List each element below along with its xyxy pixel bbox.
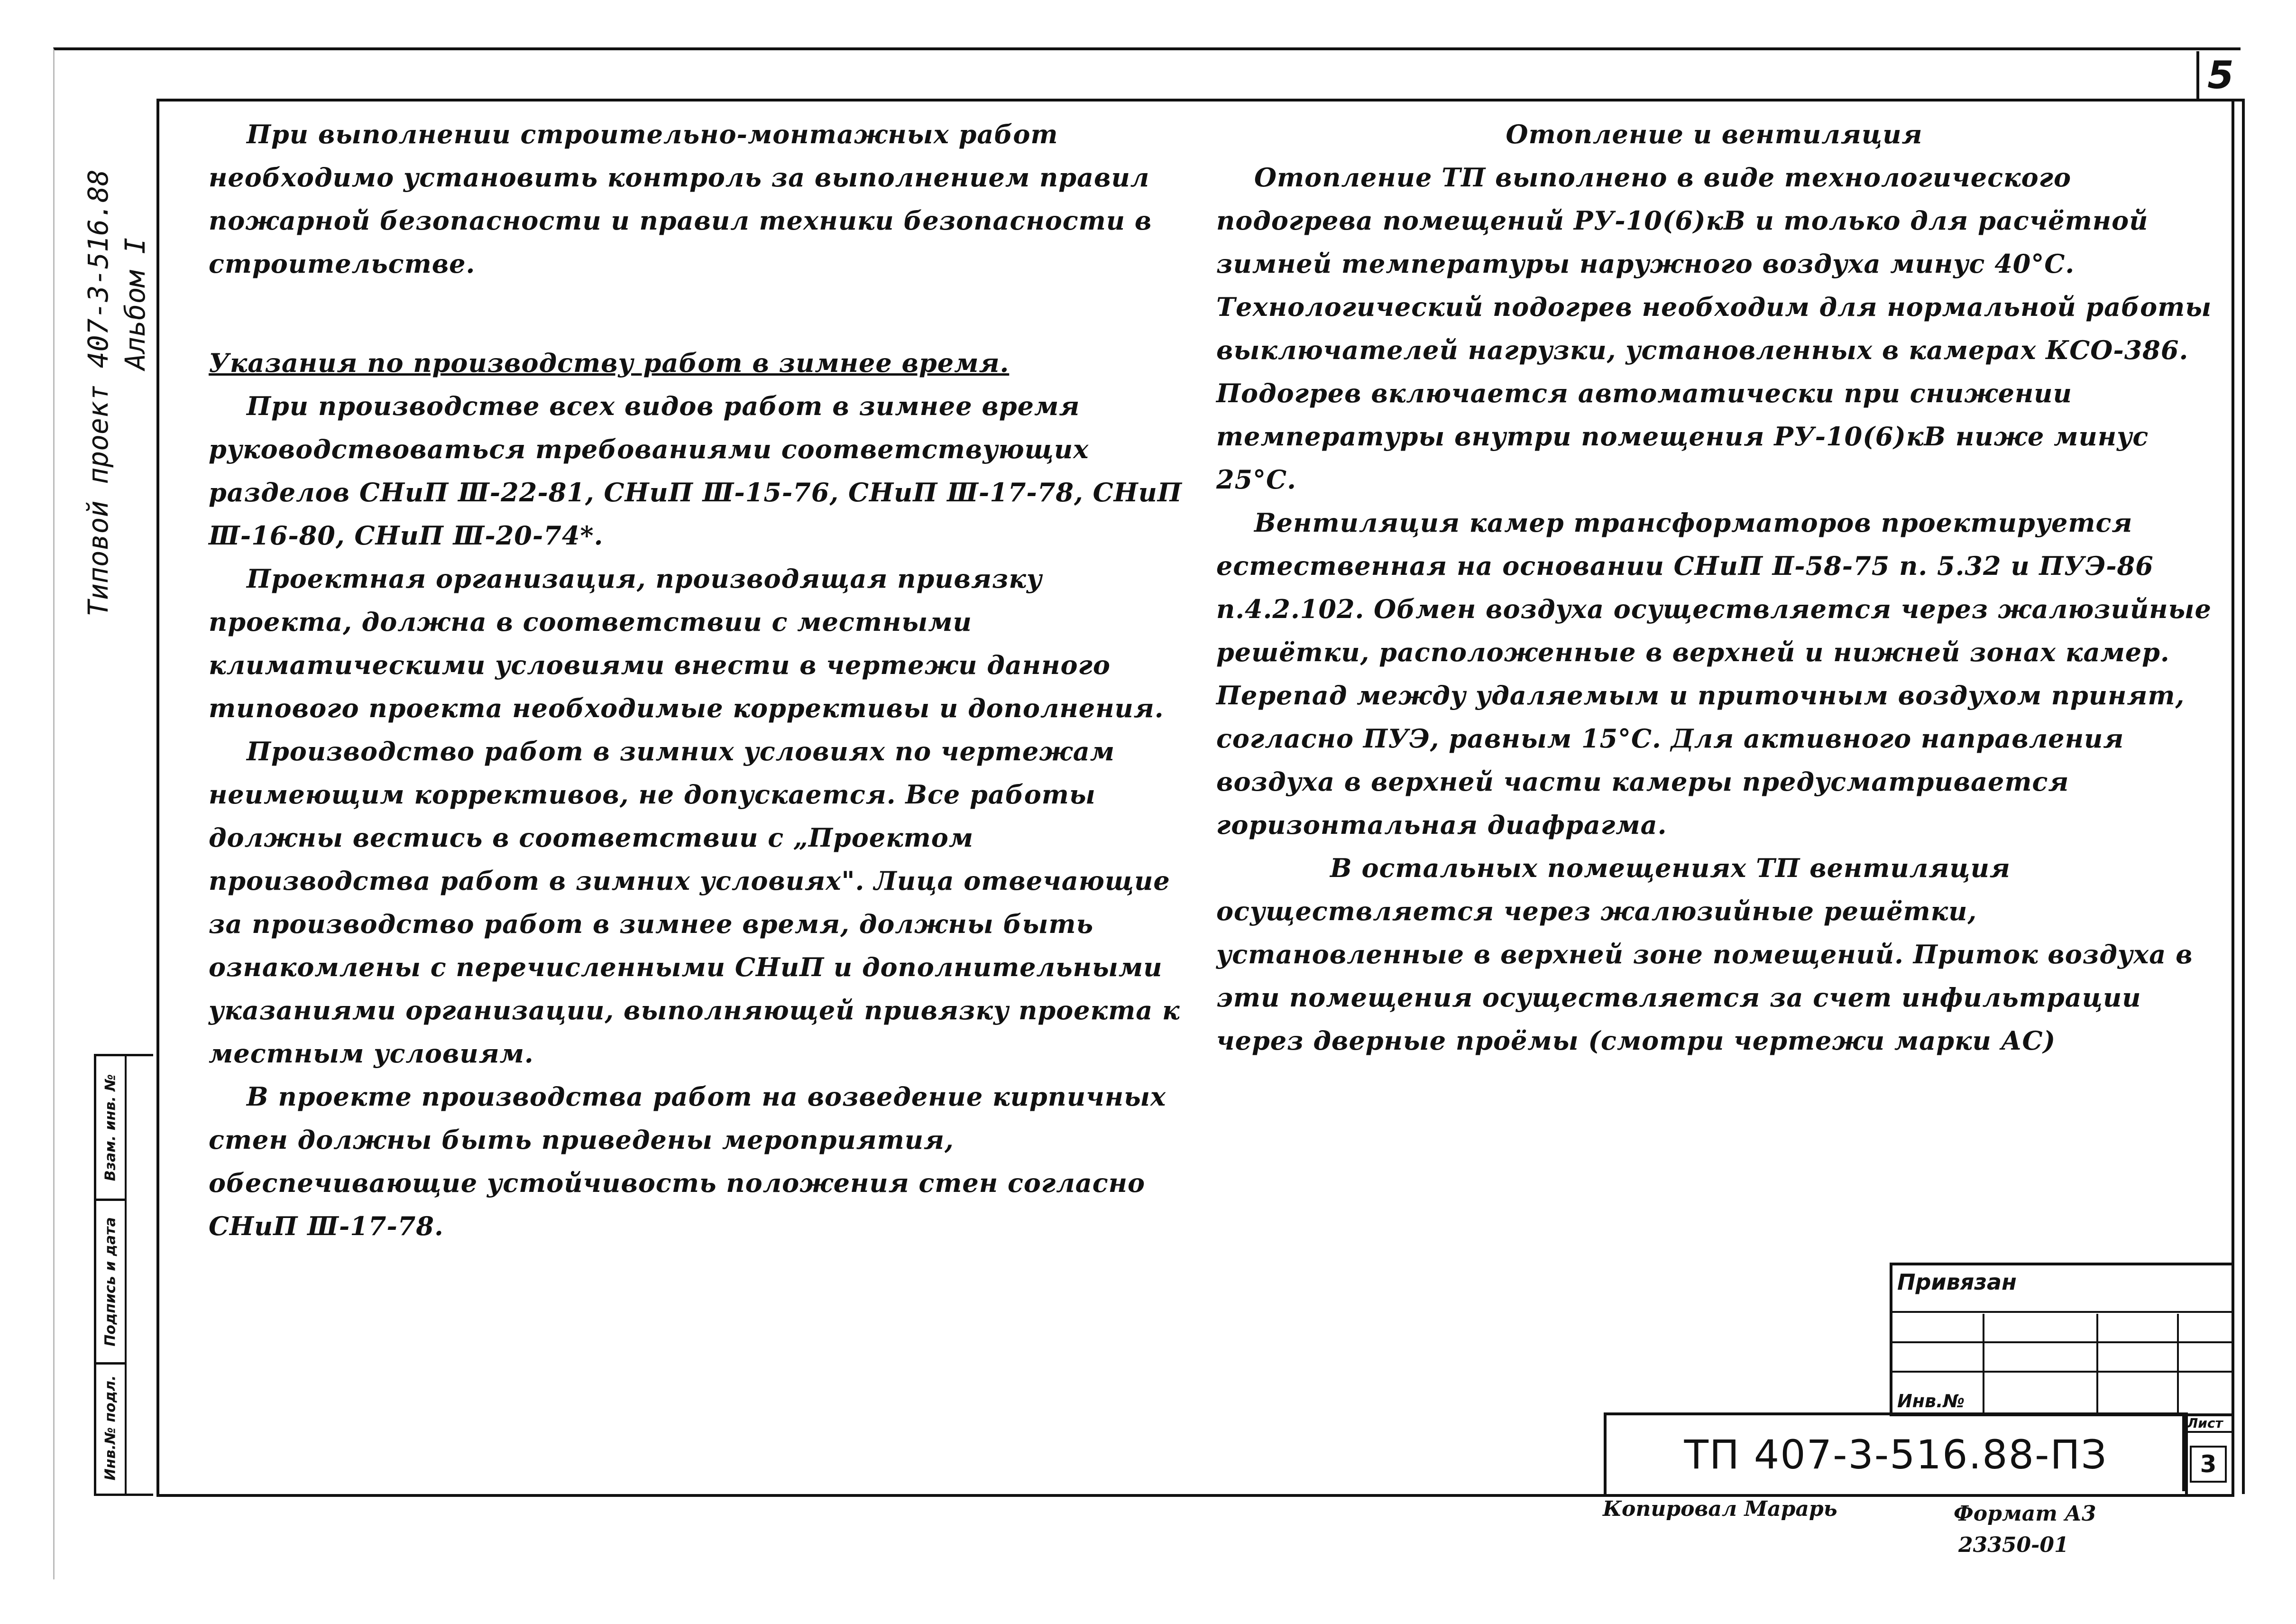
stamp-replace-inv bbox=[96, 1056, 125, 1201]
right-paragraph-2: Вентиляция камер трансформаторов проектируется естественная на основании СНиП Ⅱ-58-75 п. 5.32 и ПУЭ-86 п.4.2.102. Обмен воздуха осуществляется через жалюзийные решётки, расположенные в верхней и нижней зонах камер. Перепад между удаляемым и приточным воздухом принят, согласно ПУЭ, равным 15°С. Для активного направления воздуха в верхней части камеры предусматривается горизонтальная диафрагма. bbox=[1216, 508, 2212, 840]
left-paragraph-2: При производстве всех видов работ в зимнее время руководствоваться требованиями соответствующих разделов СНиП Ⅲ-22-81, СНиП Ⅲ-15-76, СНиП Ⅲ-17-78, СНиП Ⅲ-16-80, СНиП Ⅲ-20-74*. bbox=[209, 391, 1182, 551]
inv-no-label: Инв.№ bbox=[1897, 1391, 1965, 1412]
side-title-line1: Типовой проект 407-3-516.88 bbox=[82, 169, 114, 617]
right-paragraph-3: В остальных помещениях ТП вентиляция осуществляется через жалюзийные решётки, установленные в верхней зоне помещений. Приток воздуха в эти помещения осуществляется за счет инфильтрации через дверные проёмы (смотри чертежи марки АС) bbox=[1216, 853, 2193, 1056]
side-title-line2: Альбом I bbox=[119, 237, 151, 370]
document-designation: ТП 407-3-516.88-ПЗ bbox=[1604, 1412, 2188, 1494]
left-paragraph-3: Проектная организация, производящая привязку проекта, должна в соответствии с местными климатическими условиями внести в чертежи данного типового проекта необходимые коррективы и дополнения. bbox=[209, 563, 1164, 723]
attach-divider bbox=[2096, 1314, 2098, 1413]
stamp-inv-orig-label: Инв.№ подл. bbox=[102, 1375, 119, 1480]
copied-by: Копировал Марарь bbox=[1603, 1497, 1837, 1521]
attach-line bbox=[1892, 1341, 2234, 1343]
left-paragraph-4: Производство работ в зимних условиях по чертежам неимеющим коррективов, не допускается. Все работы должны вестись в соответствии с „Проектом производства работ в зимних условиях". Лица отвечающие за производство работ в зимнее время, должны быть ознакомлены с перечисленными СНиП и дополнительными указаниями организации, выполняющей привязку проекта к местным условиям. bbox=[209, 736, 1180, 1069]
left-paragraph-1: При выполнении строительно-монтажных работ необходимо установить контроль за выполнением правил пожарной безопасности и правил техники безопасности в строительстве. bbox=[209, 119, 1152, 279]
attach-divider bbox=[2177, 1314, 2179, 1413]
side-title bbox=[80, 95, 154, 617]
sheet-label: Лист bbox=[2187, 1415, 2232, 1433]
sheet-cell bbox=[2182, 1412, 2234, 1491]
left-paragraph-5: В проекте производства работ на возведение кирпичных стен должны быть приведены мероприятия, обеспечивающие устойчивость положения стен согласно СНиП Ⅲ-17-78. bbox=[209, 1081, 1166, 1241]
archive-code: 23350-01 bbox=[1958, 1533, 2069, 1557]
winter-works-heading: Указания по производству работ в зимнее время. bbox=[209, 348, 1010, 378]
stamp-inv-orig bbox=[96, 1365, 125, 1491]
attached-label: Привязан bbox=[1897, 1269, 2017, 1295]
stamp-replace-inv-label: Взам. инв. № bbox=[102, 1074, 119, 1181]
attach-line bbox=[1892, 1311, 2234, 1313]
sheet-value: 3 bbox=[2190, 1446, 2227, 1483]
right-paragraph-1: Отопление ТП выполнено в виде технологического подогрева помещений РУ-10(6)кВ и только для расчётной зимней температуры наружного воздуха минус 40°С. Технологический подогрев необходим для нормальной работы выключателей нагрузки, установленных в камерах КСО-386. Подогрев включается автоматически при снижении температуры внутри помещения РУ-10(6)кВ ниже минус 25°С. bbox=[1216, 162, 2212, 495]
stamp-blank-column bbox=[125, 1056, 154, 1494]
sheet-number: 5 bbox=[2196, 51, 2242, 102]
attach-divider bbox=[1983, 1314, 1984, 1413]
side-stamp bbox=[94, 1054, 153, 1496]
attachment-block bbox=[1890, 1263, 2234, 1416]
format-label: Формат А3 bbox=[1954, 1502, 2096, 1526]
right-text-column bbox=[1216, 113, 2212, 1062]
attach-line bbox=[1892, 1371, 2234, 1373]
left-text-column bbox=[209, 113, 1195, 1248]
stamp-sign-date bbox=[96, 1201, 125, 1365]
stamp-sign-date-label: Подпись и дата bbox=[102, 1217, 119, 1347]
heating-ventilation-heading: Отопление и вентиляция bbox=[1506, 119, 1923, 149]
